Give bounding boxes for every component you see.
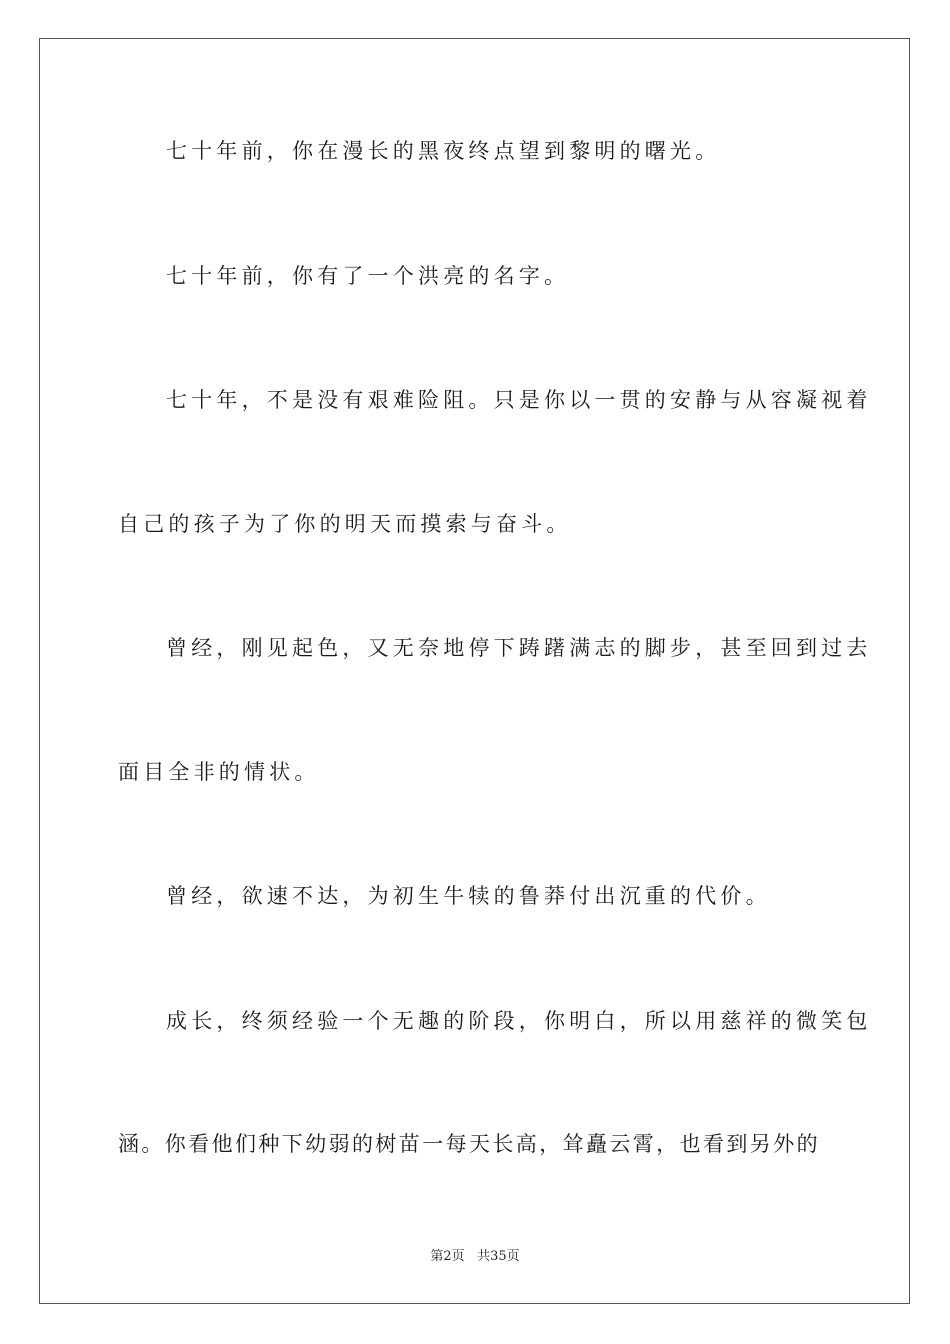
paragraph-line-5: 曾经，刚见起色，又无奈地停下踌躇满志的脚步，甚至回到过去 bbox=[166, 636, 872, 660]
page-footer bbox=[0, 1250, 950, 1263]
paragraph-line-9: 涵。你看他们种下幼弱的树苗一每天长高，耸矗云霄，也看到另外的 bbox=[118, 1132, 820, 1156]
page-total: 共35页 bbox=[477, 1249, 520, 1264]
paragraph-line-7: 曾经，欲速不达，为初生牛犊的鲁莽付出沉重的代价。 bbox=[166, 884, 771, 908]
paragraph-line-4: 自己的孩子为了你的明天而摸索与奋斗。 bbox=[118, 512, 572, 536]
paragraph-line-3: 七十年，不是没有艰难险阻。只是你以一贯的安静与从容凝视着 bbox=[166, 388, 872, 412]
paragraph-line-1: 七十年前，你在漫长的黑夜终点望到黎明的曙光。 bbox=[166, 139, 721, 163]
page-number: 第2页 bbox=[430, 1249, 465, 1264]
paragraph-line-6: 面目全非的情状。 bbox=[118, 760, 320, 784]
paragraph-line-2: 七十年前，你有了一个洪亮的名字。 bbox=[166, 264, 570, 288]
page-border bbox=[39, 38, 910, 1304]
paragraph-line-8: 成长，终须经验一个无趣的阶段，你明白，所以用慈祥的微笑包 bbox=[166, 1009, 872, 1033]
